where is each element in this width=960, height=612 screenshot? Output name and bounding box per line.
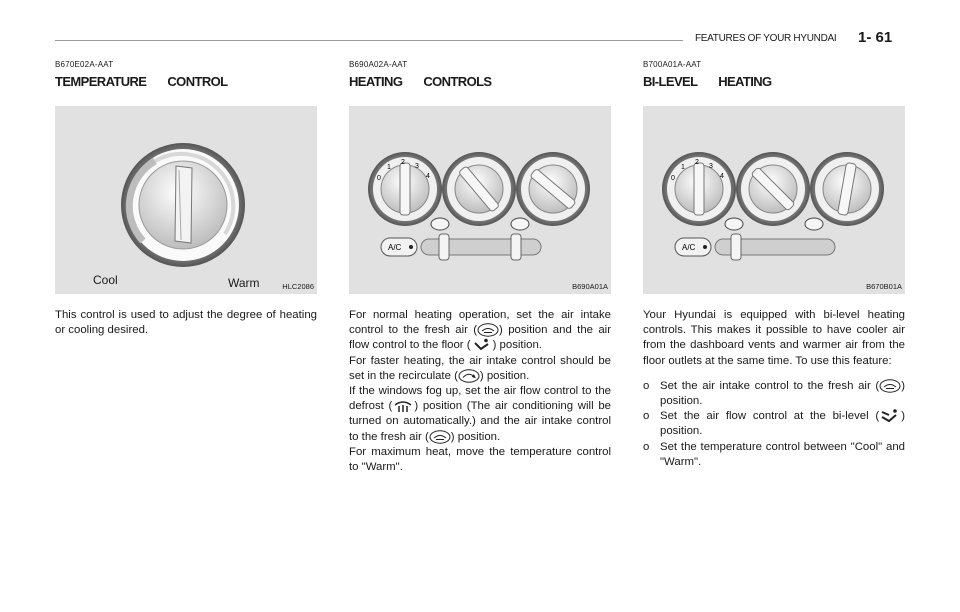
svg-text:4: 4: [426, 173, 430, 180]
ac-label: A/C: [682, 243, 696, 252]
list-item: o Set the air flow control at the bi-level ( ) position.: [643, 410, 905, 438]
svg-text:3: 3: [709, 163, 713, 170]
floor-icon: [471, 338, 493, 352]
figure-id: B670B01A: [866, 282, 902, 291]
svg-text:2: 2: [695, 159, 699, 166]
svg-text:4: 4: [720, 173, 724, 180]
temperature-control-section: [55, 60, 317, 338]
fresh-air-icon: [477, 323, 499, 337]
svg-text:2: 2: [401, 159, 405, 166]
cool-label: Cool: [93, 273, 118, 287]
list-item: o Set the air intake control to the fresh air ( ) position.: [643, 379, 905, 408]
list-item: o Set the temperature control between "Cool" and "Warm".: [643, 440, 905, 468]
section-heading: BI-LEVEL HEATING: [643, 74, 772, 89]
page-number: 1- 61: [858, 29, 893, 46]
svg-text:3: 3: [415, 163, 419, 170]
section-heading: TEMPERATURE CONTROL: [55, 74, 228, 89]
section-code: B700A01A-AAT: [643, 60, 702, 69]
paragraph: For maximum heat, move the temperature control to "Warm".: [349, 445, 611, 474]
figure-id: B690A01A: [572, 282, 608, 291]
temperature-knob-figure: [55, 106, 317, 294]
ac-label: A/C: [388, 243, 402, 252]
fresh-air-icon: [879, 379, 901, 393]
heating-controls-section: [349, 60, 611, 475]
svg-text:1: 1: [387, 164, 391, 171]
svg-text:0: 0: [377, 175, 381, 182]
header-rule: [55, 40, 683, 41]
bi-level-heating-section: [643, 60, 905, 470]
section-code: B670E02A-AAT: [55, 60, 114, 69]
fresh-air-icon: [429, 430, 451, 444]
heating-panel-figure: [349, 106, 611, 294]
paragraph: Your Hyundai is equipped with bi-level heating controls. This makes it possible to have cooler air from the dashboard vents and warmer air from the floor outlets at the same time. To use this feature:: [643, 309, 905, 367]
defrost-icon: [392, 399, 414, 413]
section-title: FEATURES OF YOUR HYUNDAI: [695, 33, 837, 44]
figure-id: HLC2086: [282, 282, 314, 291]
recirculate-icon: [458, 369, 480, 383]
svg-text:0: 0: [671, 175, 675, 182]
bi-level-icon: [879, 409, 901, 423]
section-heading: HEATING CONTROLS: [349, 74, 492, 89]
paragraph: For faster heating, the air intake control should be set in the recirculate ( ) position.: [349, 354, 611, 382]
warm-label: Warm: [228, 276, 260, 290]
section-code: B690A02A-AAT: [349, 60, 408, 69]
svg-text:1: 1: [681, 164, 685, 171]
bi-level-panel-figure: [643, 106, 905, 294]
paragraph: If the windows fog up, set the air flow control to the defrost ( ) position (The air conditioning will be turned on automatically.) and the air intake control to the fresh air ( ) position.: [349, 385, 612, 443]
paragraph: This control is used to adjust the degree of heating or cooling desired.: [55, 309, 317, 337]
paragraph: For normal heating operation, set the air intake control to the fresh air ( ) position and the air flow control to the floor ( ) position.: [349, 309, 611, 352]
